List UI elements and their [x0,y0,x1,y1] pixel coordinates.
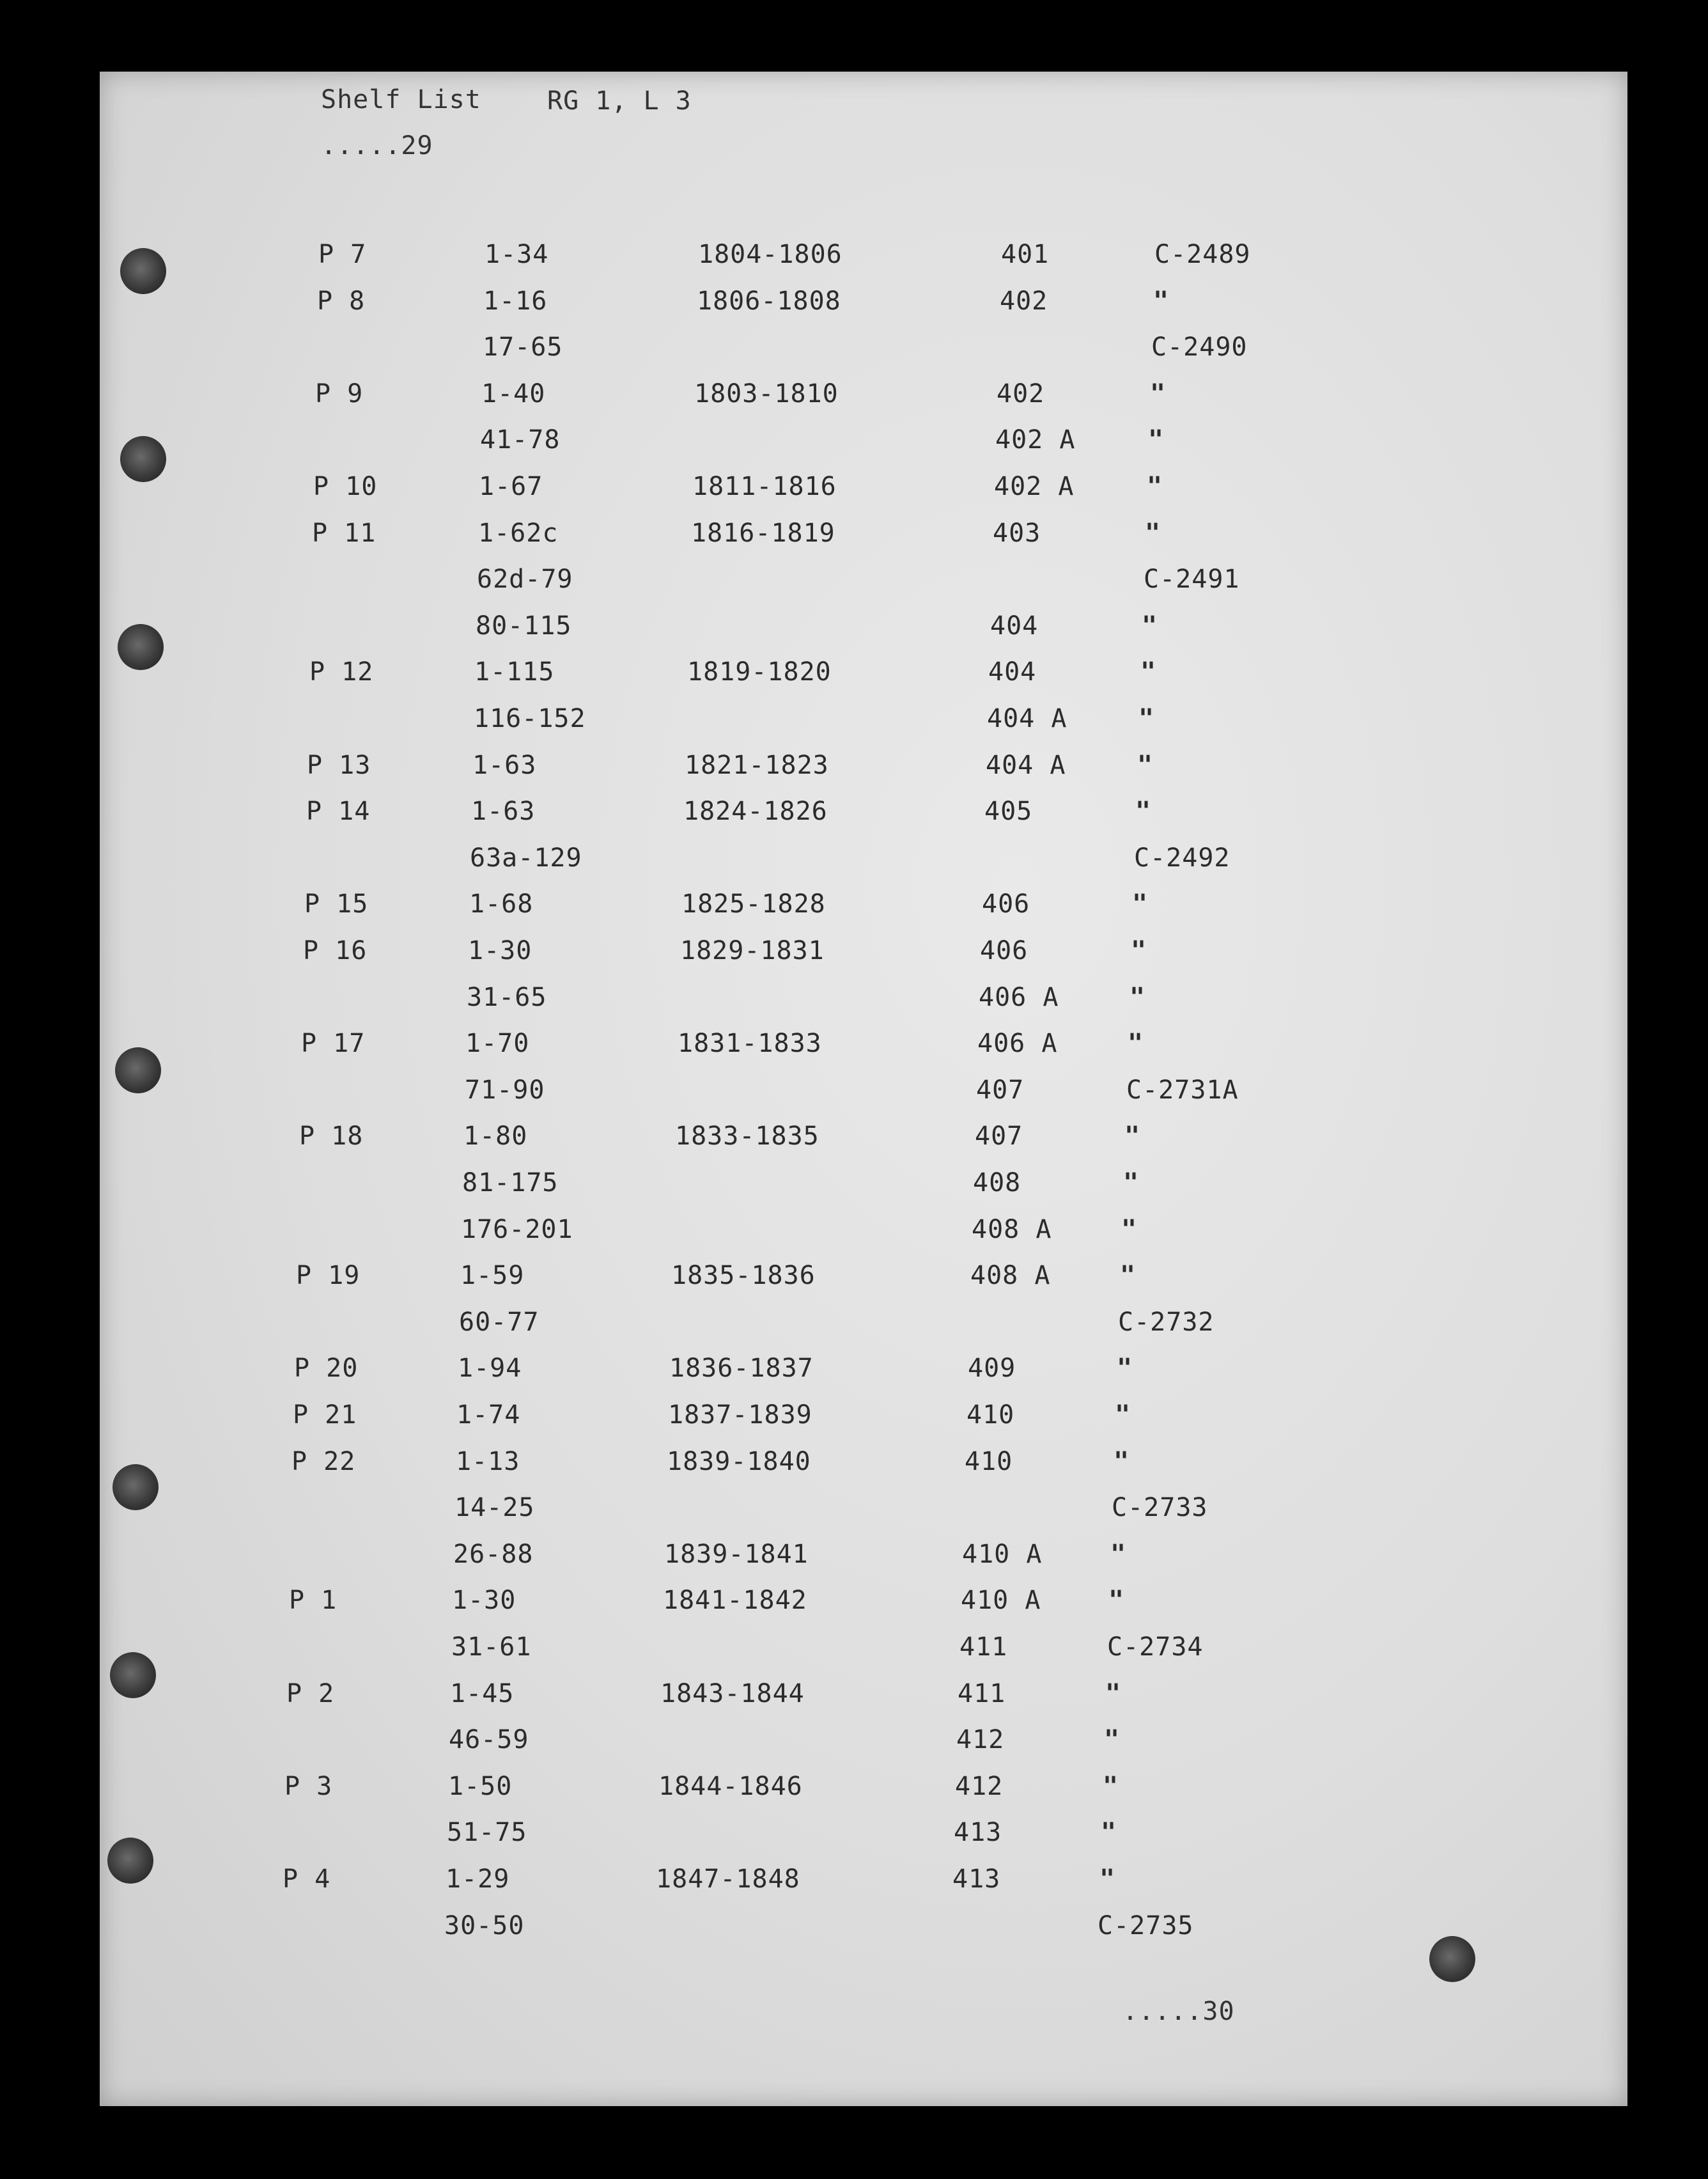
box-cell: 411 [959,1632,1008,1662]
years-cell: 1804-1806 [698,240,842,269]
box-cell: 407 [976,1075,1025,1105]
binder-hole [118,624,164,670]
reel-cell: " [1150,379,1167,409]
box-cell: 406 [982,889,1030,919]
box-cell: 406 A [979,983,1059,1012]
reel-cell: C-2734 [1107,1632,1204,1662]
binder-hole [110,1652,156,1698]
years-cell: 1844-1846 [658,1772,803,1801]
range-cell: 30-50 [444,1911,525,1941]
years-cell: 1816-1819 [691,519,835,548]
range-cell: 1-59 [460,1261,525,1290]
reel-cell: " [1130,983,1146,1012]
binder-hole [1429,1936,1475,1982]
box-cell: 406 [980,936,1029,965]
range-cell: 1-63 [471,797,536,826]
reel-cell: " [1132,889,1149,919]
box-cell: 409 [968,1354,1016,1383]
box-cell: 404 A [986,751,1066,780]
range-cell: 1-30 [468,936,532,965]
range-cell: 1-34 [485,240,549,269]
part-cell: P 16 [303,936,368,965]
years-cell: 1847-1848 [656,1864,800,1894]
reel-cell: " [1148,425,1165,455]
years-cell: 1835-1836 [671,1261,816,1290]
years-cell: 1825-1828 [681,889,826,919]
range-cell: 17-65 [483,332,563,362]
box-cell: 408 A [972,1215,1052,1244]
range-cell: 1-29 [446,1864,510,1894]
reel-cell: " [1135,797,1152,826]
range-cell: 31-61 [451,1632,532,1662]
range-cell: 60-77 [459,1308,540,1337]
range-cell: 1-16 [483,286,548,316]
box-cell: 410 [965,1447,1013,1476]
part-cell: P 10 [313,472,378,501]
reel-cell: C-2489 [1154,240,1251,269]
part-cell: P 15 [304,889,369,919]
reel-cell: " [1099,1864,1116,1894]
range-cell: 1-40 [481,379,546,409]
years-cell: 1839-1841 [664,1540,809,1569]
range-cell: 1-67 [479,472,543,501]
reel-cell: C-2490 [1151,332,1248,362]
reel-cell: " [1128,1029,1144,1058]
part-cell: P 22 [291,1447,356,1476]
reel-cell: " [1147,472,1163,501]
years-cell: 1806-1808 [697,286,841,316]
box-cell: 404 [988,657,1037,687]
box-cell: 405 [984,797,1033,826]
binder-hole [120,248,166,294]
box-cell: 412 [955,1772,1004,1801]
range-cell: 41-78 [480,425,561,455]
box-cell: 410 A [962,1540,1043,1569]
reel-cell: " [1123,1168,1140,1198]
reel-cell: " [1114,1447,1130,1476]
box-cell: 411 [958,1679,1006,1708]
part-cell: P 1 [289,1586,338,1615]
range-cell: 1-13 [456,1447,520,1476]
part-cell: P 14 [306,797,371,826]
reel-cell: C-2492 [1134,843,1231,873]
part-cell: P 18 [299,1121,364,1151]
years-cell: 1837-1839 [668,1400,812,1430]
part-cell: P 19 [296,1261,361,1290]
years-cell: 1836-1837 [669,1354,814,1383]
reel-cell: " [1137,751,1154,780]
box-cell: 402 A [995,425,1076,455]
years-cell: 1819-1820 [687,657,832,687]
box-cell: 408 [973,1168,1021,1198]
years-cell: 1831-1833 [678,1029,822,1058]
range-cell: 63a-129 [470,843,582,873]
range-cell: 1-30 [452,1586,516,1615]
reel-cell: C-2735 [1098,1911,1194,1941]
page-reference-bottom: .....30 [1122,1997,1235,2026]
reel-cell: " [1117,1354,1133,1383]
page-reference-top: .....29 [321,131,433,160]
range-cell: 71-90 [465,1075,545,1105]
binder-hole [113,1464,159,1510]
range-cell: 81-175 [462,1168,559,1198]
reel-cell: " [1105,1679,1122,1708]
part-cell: P 11 [312,519,377,548]
range-cell: 1-45 [450,1679,515,1708]
part-cell: P 13 [307,751,371,780]
document-page [100,72,1627,2106]
range-cell: 1-50 [448,1772,513,1801]
box-cell: 407 [975,1121,1023,1151]
range-cell: 80-115 [476,611,572,641]
range-cell: 116-152 [474,704,586,733]
years-cell: 1833-1835 [675,1121,819,1151]
box-cell: 406 A [977,1029,1058,1058]
range-cell: 1-68 [469,889,534,919]
range-cell: 1-74 [456,1400,521,1430]
box-cell: 412 [956,1725,1005,1754]
box-cell: 403 [993,519,1041,548]
range-cell: 1-115 [474,657,555,687]
reel-cell: " [1131,936,1147,965]
years-cell: 1839-1840 [667,1447,811,1476]
reel-cell: " [1121,1215,1138,1244]
box-cell: 402 [1000,286,1048,316]
box-cell: 402 [997,379,1045,409]
range-cell: 46-59 [449,1725,529,1754]
range-cell: 62d-79 [477,565,573,594]
part-cell: P 2 [286,1679,335,1708]
range-cell: 31-65 [467,983,547,1012]
range-cell: 51-75 [447,1818,527,1847]
box-cell: 413 [952,1864,1001,1894]
reel-cell: " [1101,1818,1117,1847]
box-cell: 410 [967,1400,1015,1430]
record-group-label: RG 1, L 3 [547,86,692,116]
box-cell: 404 [990,611,1039,641]
reel-cell: " [1124,1121,1141,1151]
reel-cell: " [1115,1400,1131,1430]
reel-cell: " [1120,1261,1137,1290]
range-cell: 176-201 [461,1215,573,1244]
part-cell: P 21 [293,1400,357,1430]
binder-hole [120,436,166,482]
part-cell: P 12 [309,657,374,687]
box-cell: 410 A [961,1586,1041,1615]
reel-cell: C-2491 [1144,565,1240,594]
binder-hole [107,1838,153,1884]
reel-cell: " [1110,1540,1127,1569]
part-cell: P 4 [283,1864,331,1894]
binder-hole [115,1047,161,1093]
part-cell: P 20 [294,1354,359,1383]
part-cell: P 7 [318,240,367,269]
reel-cell: C-2733 [1112,1493,1208,1522]
range-cell: 26-88 [453,1540,534,1569]
range-cell: 1-62c [478,519,559,548]
years-cell: 1829-1831 [680,936,825,965]
reel-cell: C-2732 [1118,1308,1215,1337]
box-cell: 413 [954,1818,1002,1847]
shelf-list-title: Shelf List [321,85,481,114]
reel-cell: " [1140,657,1157,687]
reel-cell: " [1145,519,1161,548]
reel-cell: " [1104,1725,1121,1754]
reel-cell: " [1142,611,1158,641]
range-cell: 1-94 [458,1354,522,1383]
reel-cell: C-2731A [1126,1075,1239,1105]
range-cell: 1-63 [472,751,537,780]
part-cell: P 9 [315,379,364,409]
part-cell: P 8 [317,286,366,316]
box-cell: 401 [1001,240,1050,269]
years-cell: 1824-1826 [683,797,828,826]
part-cell: P 3 [284,1772,333,1801]
box-cell: 404 A [987,704,1068,733]
box-cell: 402 A [994,472,1075,501]
range-cell: 1-70 [465,1029,530,1058]
years-cell: 1811-1816 [692,472,837,501]
years-cell: 1803-1810 [694,379,839,409]
years-cell: 1841-1842 [663,1586,807,1615]
reel-cell: " [1103,1772,1119,1801]
reel-cell: " [1108,1586,1125,1615]
range-cell: 1-80 [463,1121,528,1151]
part-cell: P 17 [301,1029,366,1058]
box-cell: 408 A [970,1261,1051,1290]
years-cell: 1843-1844 [660,1679,805,1708]
years-cell: 1821-1823 [685,751,829,780]
reel-cell: " [1138,704,1155,733]
range-cell: 14-25 [454,1493,535,1522]
reel-cell: " [1153,286,1170,316]
